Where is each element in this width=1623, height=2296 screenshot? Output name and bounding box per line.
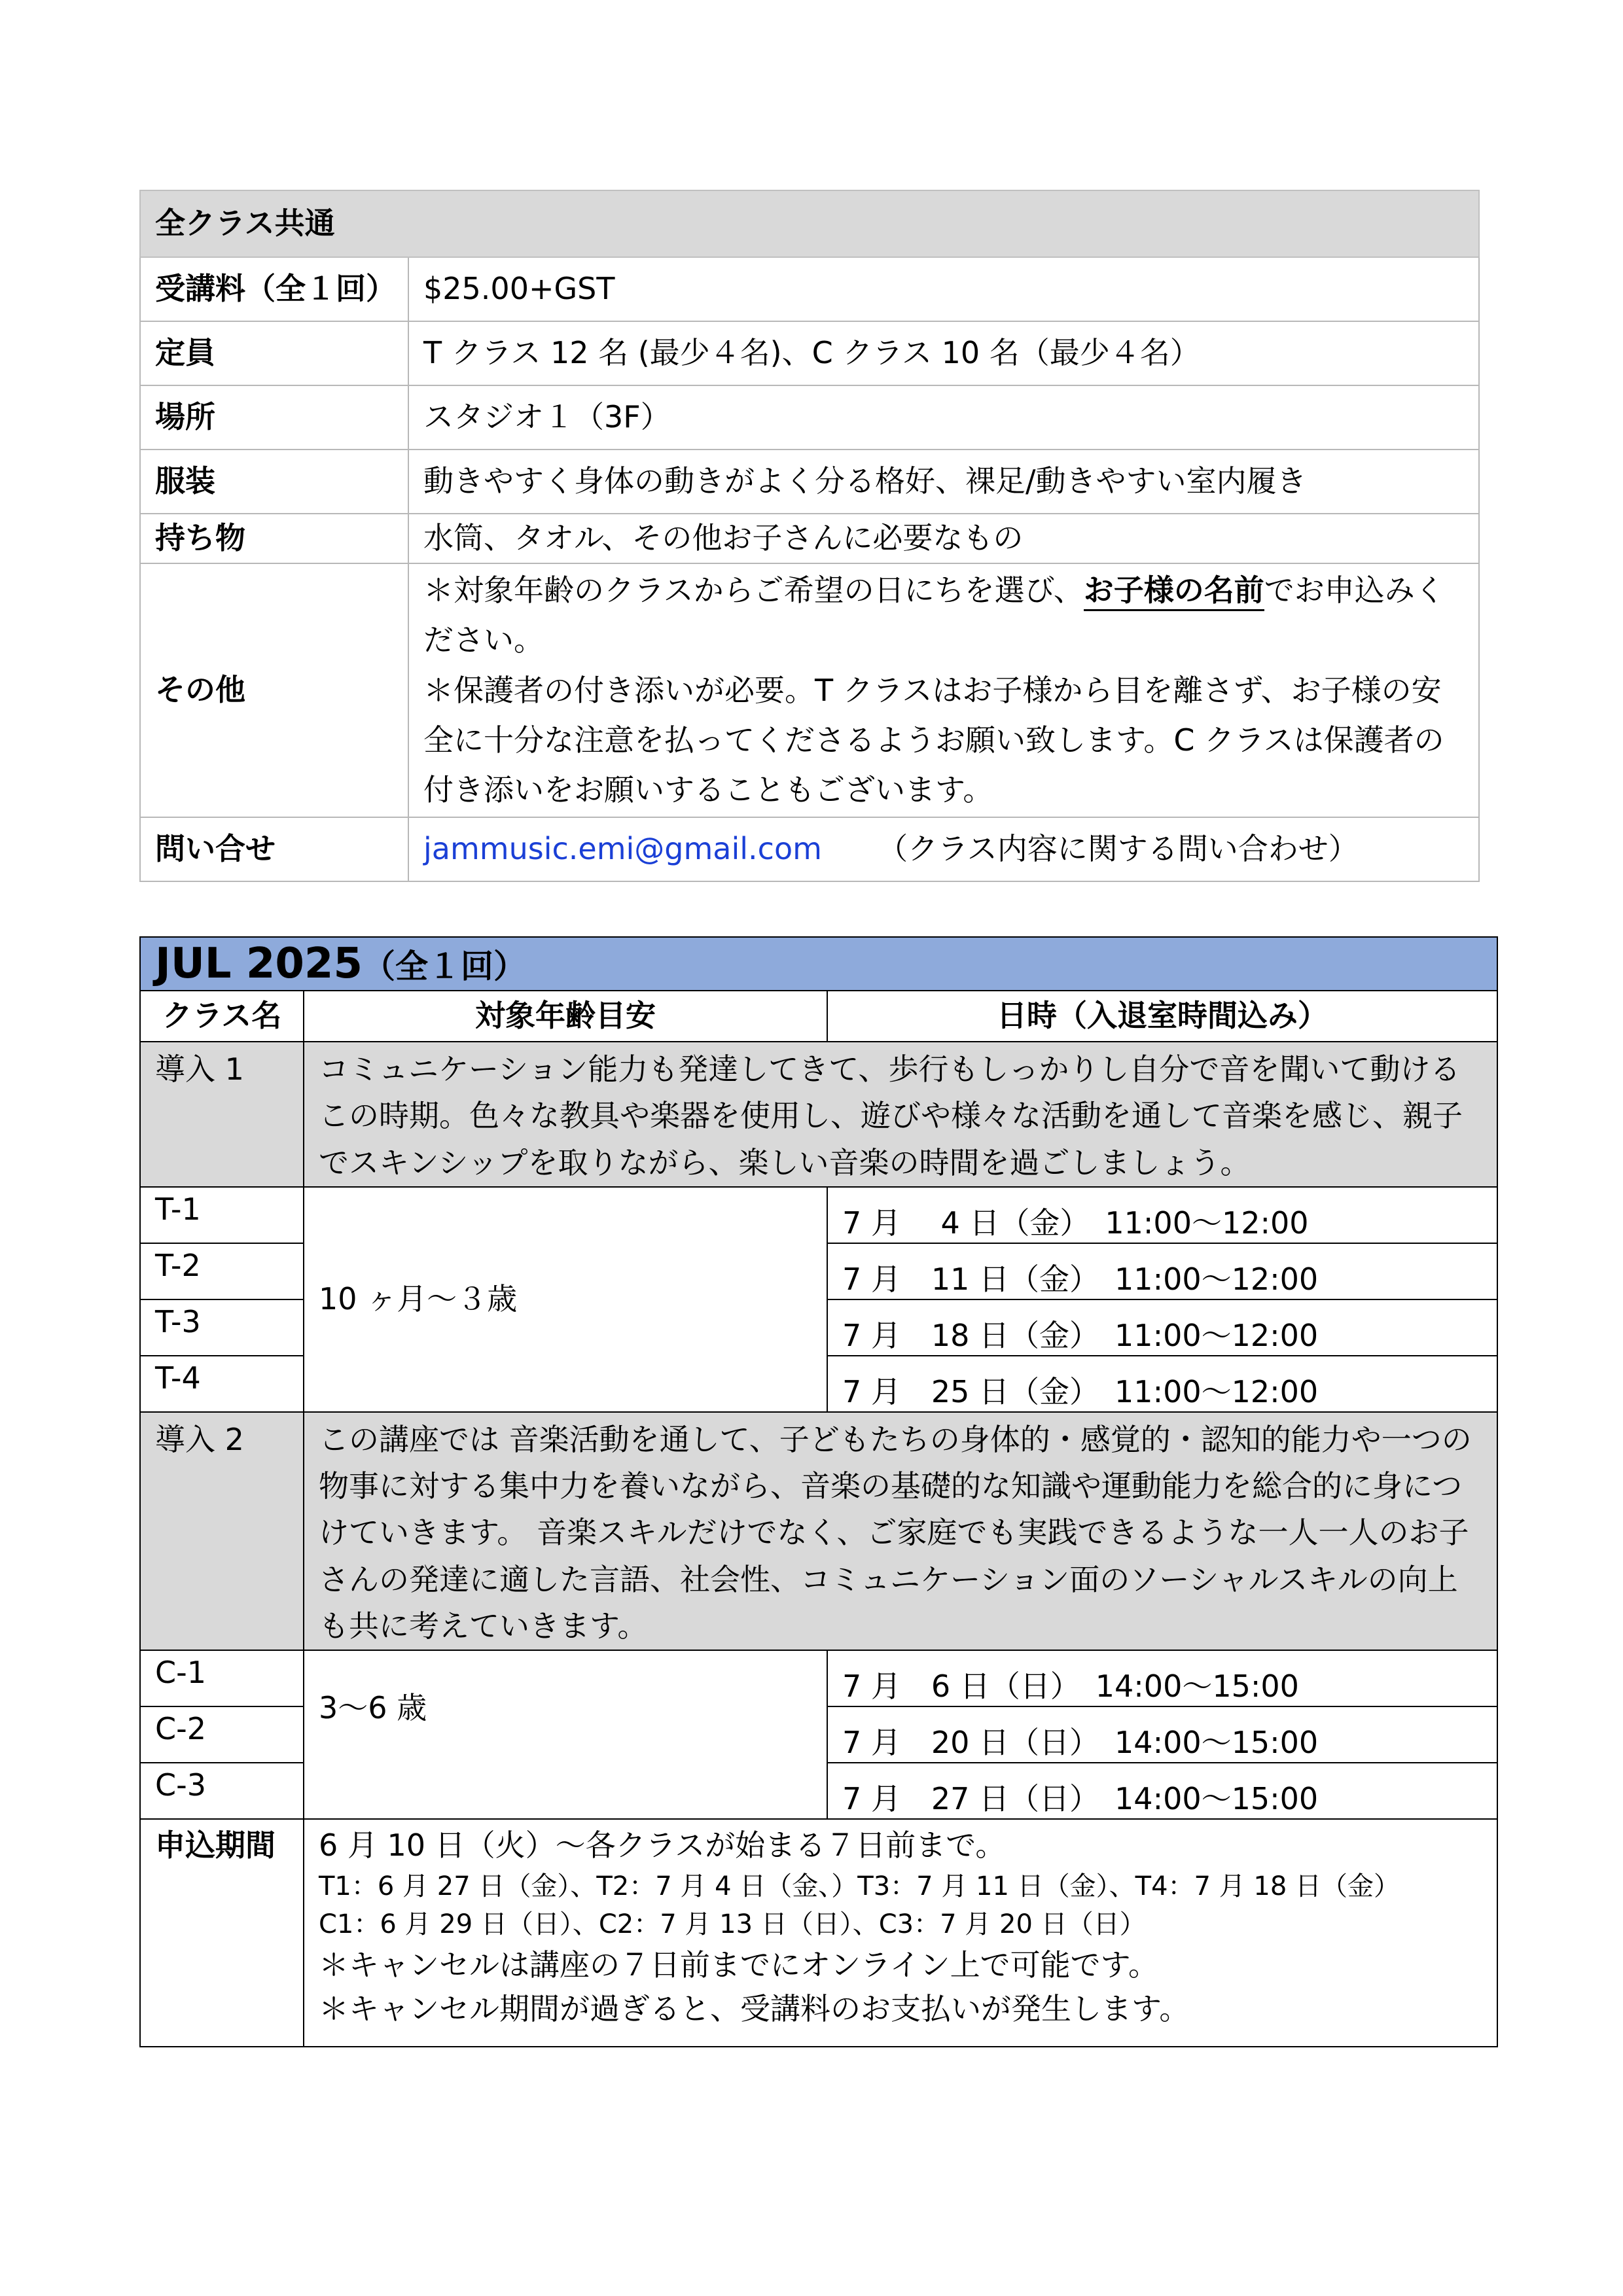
other-row bbox=[140, 563, 1479, 817]
capacity-row bbox=[140, 321, 1479, 385]
header-datetime: 日時（入退室時間込み） bbox=[827, 991, 1497, 1042]
datetime-c1: 7 月 6 日（日） 14:00～15:00 bbox=[827, 1650, 1497, 1706]
apply-row bbox=[140, 1819, 1497, 2047]
apply-deadlines-t: T1：6 月 27 日（金）、T2：7 月 4 日（金、）T3：7 月 11 日（金）、T4：7 月 18 日（金） bbox=[319, 1871, 1400, 1902]
fee-label: 受講料（全１回） bbox=[140, 257, 408, 321]
apply-period: 6 月 10 日（火）～各クラスが始まる７日前まで。 bbox=[319, 1828, 1006, 1863]
class-c2: C-2 bbox=[140, 1706, 304, 1763]
clothing-value: 動きやすく身体の動きがよく分る格好、裸足/動きやすい室内履き bbox=[408, 450, 1479, 514]
intro1-row bbox=[140, 1042, 1497, 1187]
datetime-c3: 7 月 27 日（日） 14:00～15:00 bbox=[827, 1763, 1497, 1819]
cancel-note-2: ＊キャンセル期間が過ぎると、受講料のお支払いが発生します。 bbox=[319, 1990, 1190, 2026]
apply-label: 申込期間 bbox=[140, 1819, 304, 2047]
c-age-range: 3～6 歳 bbox=[304, 1650, 827, 1819]
capacity-value: T クラス 12 名 (最少４名)、C クラス 10 名（最少４名） bbox=[408, 321, 1479, 385]
capacity-label: 定員 bbox=[140, 321, 408, 385]
class-t2: T-2 bbox=[140, 1243, 304, 1299]
apply-deadlines-c: C1：6 月 29 日（日）、C2：7 月 13 日（日）、C3：7 月 20 日（日） bbox=[319, 1909, 1146, 1940]
schedule-month: JUL 2025 bbox=[155, 939, 363, 988]
intro2-row bbox=[140, 1412, 1497, 1650]
class-t4: T-4 bbox=[140, 1356, 304, 1412]
intro2-label: 導入 2 bbox=[140, 1412, 304, 1650]
clothing-label: 服装 bbox=[140, 450, 408, 514]
other-line2: ＊保護者の付き添いが必要。T クラスはお子様から目を離さず、お子様の安全に十分な注意を払ってくださるようお願い致します。C クラスは保護者の付き添いをお願いすることもございます。 bbox=[423, 672, 1444, 808]
header-class: クラス名 bbox=[140, 991, 304, 1042]
other-line1-pre: ＊対象年齢のクラスからご希望の日にちを選び、 bbox=[423, 573, 1084, 608]
common-header: 全クラス共通 bbox=[140, 190, 1479, 257]
belongings-value: 水筒、タオル、その他お子さんに必要なもの bbox=[408, 514, 1479, 563]
class-t1: T-1 bbox=[140, 1187, 304, 1243]
contact-row bbox=[140, 817, 1479, 881]
intro1-text: コミュニケーション能力も発達してきて、歩行もしっかりし自分で音を聞いて動けるこの時期。色々な教具や楽器を使用し、遊びや様々な活動を通して音楽を感じ、親子でスキンシップを取りながら、楽しい音楽の時間を過ごしましょう。 bbox=[304, 1042, 1497, 1187]
table-row bbox=[140, 1650, 1497, 1706]
belongings-label: 持ち物 bbox=[140, 514, 408, 563]
common-info-table bbox=[139, 190, 1480, 882]
contact-note: （クラス内容に関する問い合わせ） bbox=[878, 831, 1359, 867]
location-value: スタジオ１（3F） bbox=[408, 385, 1479, 450]
location-label: 場所 bbox=[140, 385, 408, 450]
cancel-note-1: ＊キャンセルは講座の７日前までにオンライン上で可能です。 bbox=[319, 1947, 1158, 1983]
class-c1: C-1 bbox=[140, 1650, 304, 1706]
fee-row bbox=[140, 257, 1479, 321]
t-age-range: 10 ヶ月～３歳 bbox=[304, 1187, 827, 1412]
apply-value bbox=[304, 1819, 1497, 2047]
schedule-header-row bbox=[140, 991, 1497, 1042]
clothing-row bbox=[140, 450, 1479, 514]
datetime-t3: 7 月 18 日（金） 11:00～12:00 bbox=[827, 1299, 1497, 1356]
class-c3: C-3 bbox=[140, 1763, 304, 1819]
contact-value bbox=[408, 817, 1479, 881]
schedule-table bbox=[139, 936, 1498, 2047]
contact-label: 問い合せ bbox=[140, 817, 408, 881]
datetime-t1: 7 月 4 日（金） 11:00～12:00 bbox=[827, 1187, 1497, 1243]
other-label: その他 bbox=[140, 563, 408, 817]
contact-email-link[interactable]: jammusic.emi@gmail.com bbox=[423, 831, 822, 867]
belongings-row bbox=[140, 514, 1479, 563]
datetime-t2: 7 月 11 日（金） 11:00～12:00 bbox=[827, 1243, 1497, 1299]
location-row bbox=[140, 385, 1479, 450]
datetime-c2: 7 月 20 日（日） 14:00～15:00 bbox=[827, 1706, 1497, 1763]
schedule-title bbox=[140, 937, 1497, 991]
other-value bbox=[408, 563, 1479, 817]
schedule-sessions: （全１回） bbox=[362, 947, 526, 985]
intro1-label: 導入 1 bbox=[140, 1042, 304, 1187]
other-line1-post: でお申込みください。 bbox=[423, 573, 1445, 658]
datetime-t4: 7 月 25 日（金） 11:00～12:00 bbox=[827, 1356, 1497, 1412]
child-name-emphasis: お子様の名前 bbox=[1084, 573, 1264, 611]
intro2-text: この講座では 音楽活動を通して、子どもたちの身体的・感覚的・認知的能力や一つの物事に対する集中力を養いながら、音楽の基礎的な知識や運動能力を総合的に身につけていきます。 音楽スキルだけでなく、ご家庭でも実践できるような一人一人のお子さんの発達に適した言語、社会性、コミュニケーション面のソーシャルスキルの向上も共に考えていきます。 bbox=[304, 1412, 1497, 1650]
header-age: 対象年齢目安 bbox=[304, 991, 827, 1042]
class-t3: T-3 bbox=[140, 1299, 304, 1356]
fee-value: $25.00+GST bbox=[408, 257, 1479, 321]
table-row bbox=[140, 1187, 1497, 1243]
